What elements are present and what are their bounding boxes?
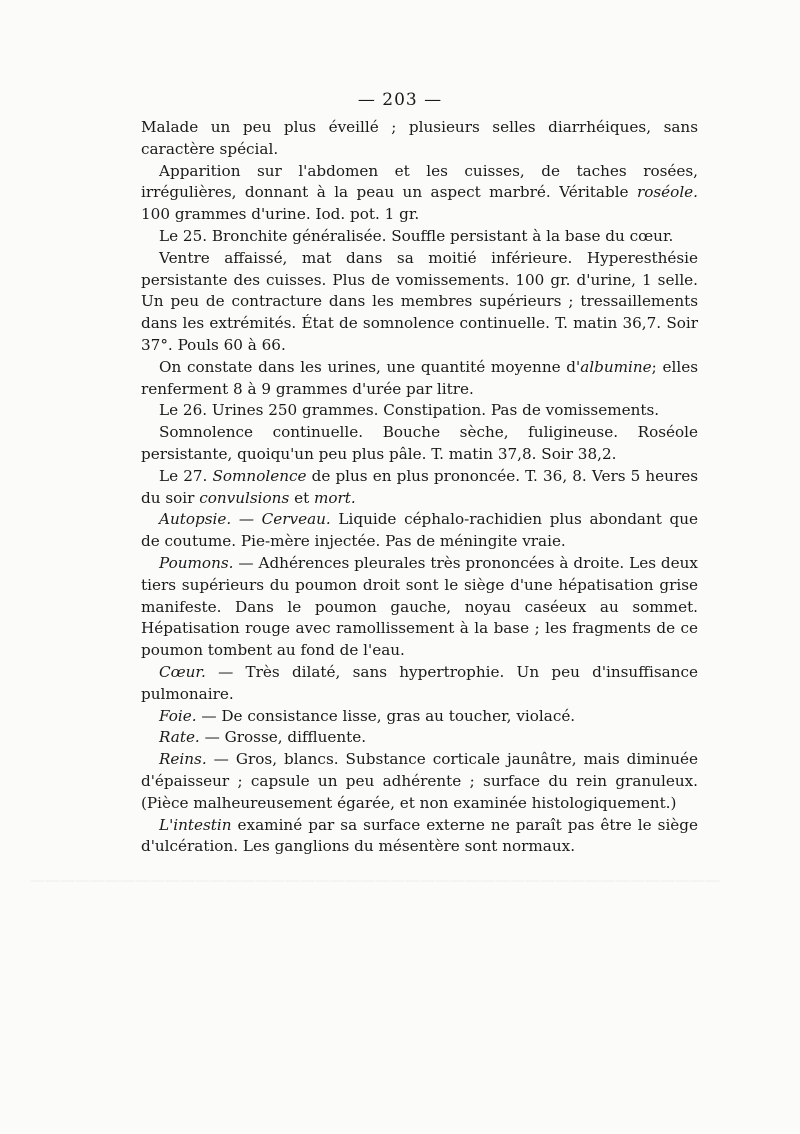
paragraph [141,509,698,553]
paragraph [141,422,698,466]
text-run: On constate dans les urines, une quantité moyenne d' [159,357,581,376]
italic-text: Poumons. [159,553,234,572]
body-text [141,117,698,858]
paragraph [141,117,698,161]
text-run: Le 26. Urines 250 grammes. Constipation. Pas de vomissements. [159,401,660,420]
bleed-through-texture: —————————————————————————————————————————————— [30,871,720,889]
paragraph [141,815,698,859]
text-run: et [289,488,314,507]
paragraph [141,749,698,814]
italic-text: convulsions [199,488,290,507]
text-run: examiné par sa surface externe ne paraît pas être le siège d'ulcération. Les ganglions du mésentère sont normaux. [141,815,698,856]
italic-text: L'intestin [159,815,232,834]
italic-text: mort. [314,488,356,507]
text-run: — De consistance lisse, gras au toucher, violacé. [196,706,576,725]
text-run: Apparition sur l'abdomen et les cuisses, de taches rosées, irrégulières, donnant à la peau un aspect marbré. Véritable [141,161,698,202]
text-run: — Grosse, diffluente. [199,728,367,747]
italic-text: Rate. [159,728,200,747]
text-run: Le 27. [159,466,213,485]
italic-text: Autopsie. — Cerveau. [159,510,331,529]
paragraph [141,553,698,662]
italic-text: albumine [580,357,652,376]
text-run: Liquide céphalo-rachidien plus abondant que de coutume. Pie-mère injectée. Pas de méningite vraie. [141,510,698,551]
italic-text: Somnolence [212,466,307,485]
italic-text: Cœur. [159,662,206,681]
paragraph [141,662,698,706]
paragraph [141,706,698,728]
italic-text: Reins. [159,750,207,769]
paragraph [141,400,698,422]
paragraph [141,357,698,401]
text-run: Le 25. Bronchite généralisée. Souffle persistant à la base du cœur. [159,226,674,245]
text-run: ; elles renferment 8 à 9 grammes d'urée par litre. [141,357,698,398]
text-run: — Gros, blancs. Substance corticale jaunâtre, mais diminuée d'épaisseur ; capsule un peu adhérente ; surface du rein granuleux. (Pièce malheureusement égarée, et non examinée histologiquement.) [141,750,698,812]
text-run: de plus en plus prononcée. T. 36, 8. Vers 5 heures du soir [141,466,698,507]
page-number: — 203 — [357,90,443,110]
italic-text: roséole. [636,183,698,202]
text-run: Ventre affaissé, mat dans sa moitié inférieure. Hyperesthésie persistante des cuisses. Plus de vomissements. 100 gr. d'urine, 1 selle. Un peu de contracture dans les membres supérieurs ; tressaillements dans les extrémités. État de somnolence continuelle. T. matin 36,7. Soir 37°. Pouls 60 à 66. [141,248,698,354]
paragraph [141,248,698,357]
italic-text: Foie. [159,706,197,725]
text-run: — Adhérences pleurales très prononcées à droite. Les deux tiers supérieurs du poumon droit sont le siège d'une hépatisation grise manifeste. Dans le poumon gauche, noyau caséeux au sommet. Hépatisation rouge avec ramollissement à la base ; les fragments de ce poumon tombent au fond de l'eau. [141,553,698,660]
paragraph [141,466,698,510]
text-run: Somnolence continuelle. Bouche sèche, fuligineuse. Roséole persistante, quoiqu'un peu plus pâle. T. matin 37,8. Soir 38,2. [141,423,698,463]
text-run: — Très dilaté, sans hypertrophie. Un peu d'insuffisance pulmonaire. [141,662,698,703]
text-run: 100 grammes d'urine. Iod. pot. 1 gr. [141,205,420,224]
paragraph [141,727,698,749]
paragraph [141,226,698,248]
paragraph [141,161,698,226]
text-run: Malade un peu plus éveillé ; plusieurs selles diarrhéiques, sans caractère spécial. [141,118,698,158]
